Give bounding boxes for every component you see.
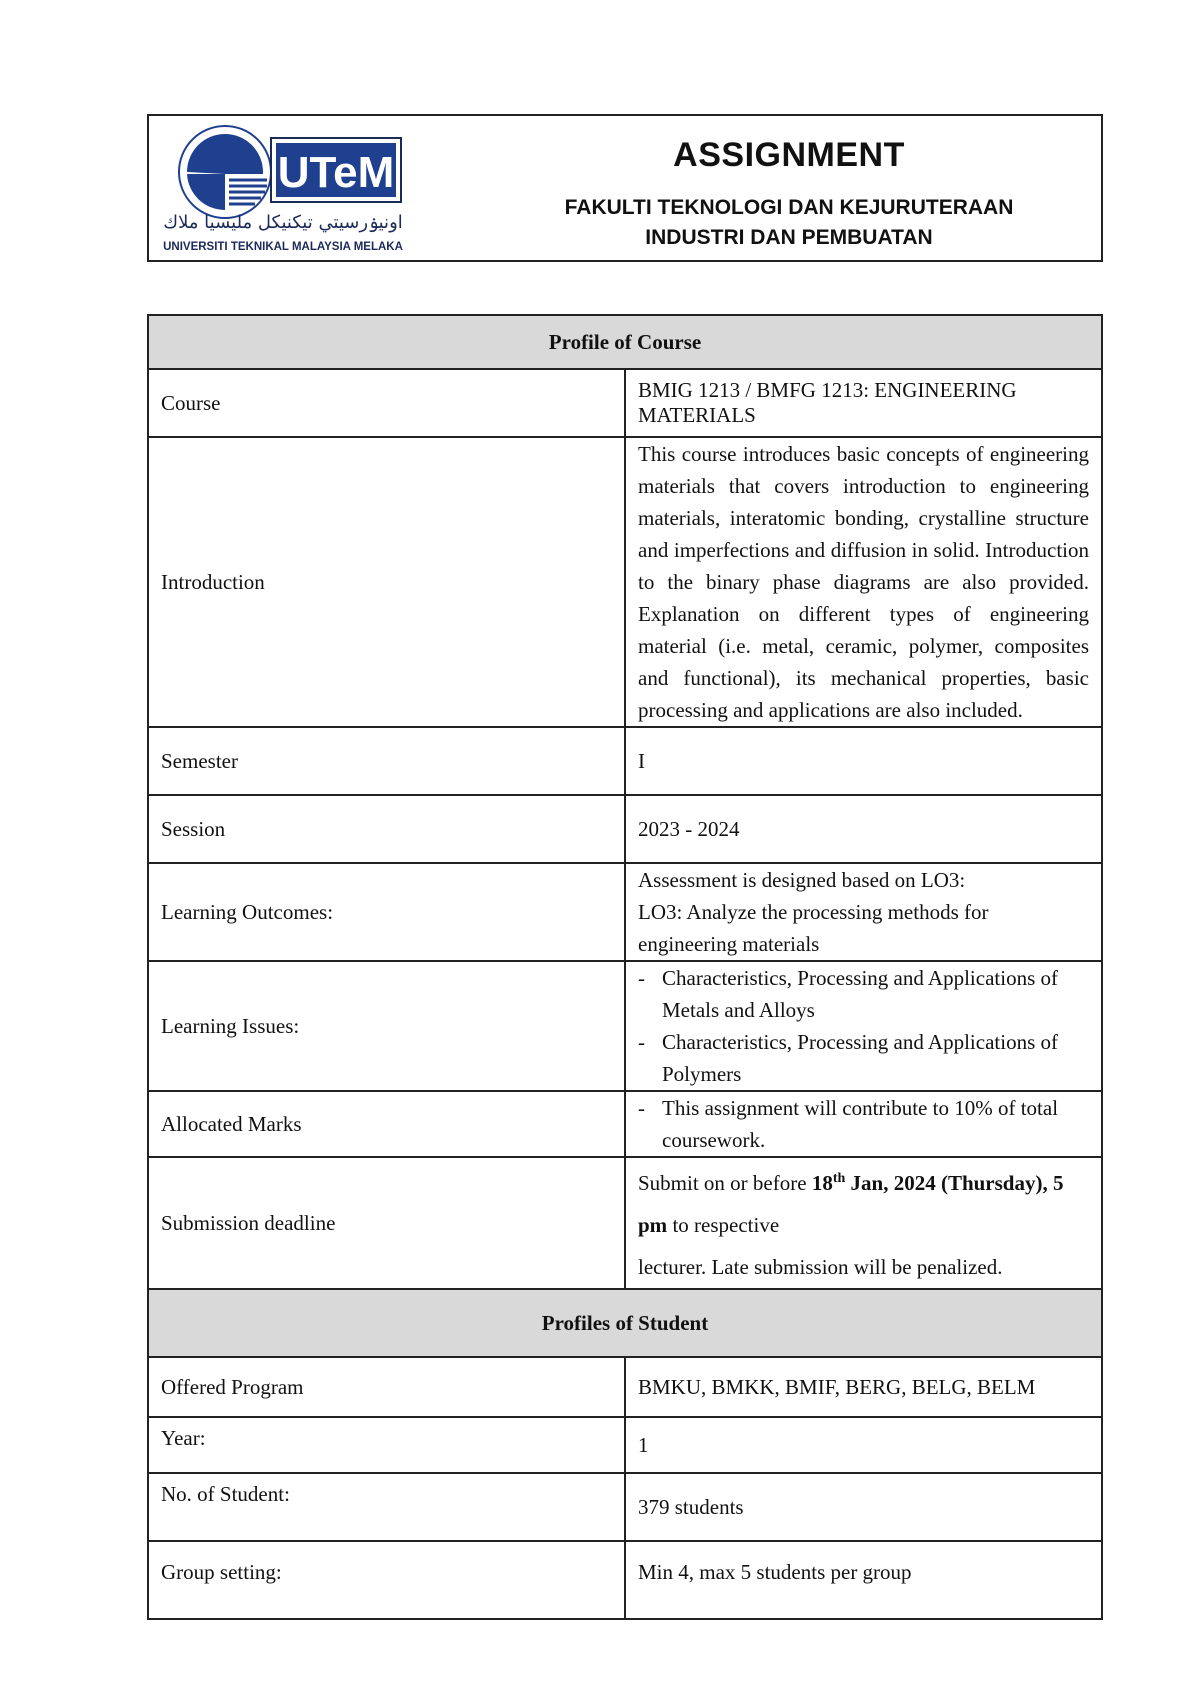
faculty-name-line-1: FAKULTI TEKNOLOGI DAN KEJURUTERAAN bbox=[564, 196, 1014, 219]
deadline-day: 18 bbox=[811, 1171, 833, 1195]
year-label: Year: bbox=[148, 1417, 625, 1473]
offered-program-value: BMKU, BMKK, BMIF, BERG, BELG, BELM bbox=[625, 1357, 1102, 1417]
title-block bbox=[489, 116, 1089, 260]
session-row bbox=[148, 795, 1102, 863]
course-value: BMIG 1213 / BMFG 1213: ENGINEERING MATERIALS bbox=[625, 369, 1102, 437]
list-item: - Characteristics, Processing and Applications of Metals and Alloys bbox=[638, 962, 1089, 1026]
deadline-day-suffix: th bbox=[832, 1171, 846, 1186]
svg-text:UNIVERSITI TEKNIKAL MALAYSIA M: UNIVERSITI TEKNIKAL MALAYSIA MELAKA bbox=[163, 241, 403, 253]
offered-program-row bbox=[148, 1357, 1102, 1417]
learning-outcomes-line-1: Assessment is designed based on LO3: bbox=[638, 868, 966, 892]
deadline-suffix: to respective bbox=[667, 1213, 780, 1237]
profile-table bbox=[147, 314, 1103, 1620]
list-item: - This assignment will contribute to 10% of total coursework. bbox=[638, 1092, 1089, 1156]
learning-outcomes-row bbox=[148, 863, 1102, 961]
year-row bbox=[148, 1417, 1102, 1473]
course-profile-heading: Profile of Course bbox=[148, 315, 1102, 369]
deadline-prefix: Submit on or before bbox=[638, 1171, 812, 1195]
submission-deadline-value bbox=[625, 1157, 1102, 1289]
student-count-row bbox=[148, 1473, 1102, 1541]
utem-logo-graphic bbox=[163, 124, 413, 256]
submission-deadline-line-2: lecturer. Late submission will be penalized. bbox=[638, 1255, 1003, 1279]
allocated-marks-value bbox=[625, 1091, 1102, 1157]
document-header bbox=[147, 114, 1103, 262]
course-profile-header-row bbox=[148, 315, 1102, 369]
introduction-value: This course introduces basic concepts of engineering materials that covers introduction to engineering materials, interatomic bonding, crystalline structure and imperfections and diffusion in solid. Introduction to the binary phase diagrams are also provided. Explanation on different types of engineering material (i.e. metal, ceramic, polymer, composites and functional), its mechanical properties, basic processing and applications are also included. bbox=[625, 437, 1102, 727]
learning-issues-row bbox=[148, 961, 1102, 1091]
submission-deadline-row bbox=[148, 1157, 1102, 1289]
submission-deadline-label: Submission deadline bbox=[148, 1157, 625, 1289]
introduction-row bbox=[148, 437, 1102, 727]
list-item: - Characteristics, Processing and Applications of Polymers bbox=[638, 1026, 1089, 1090]
page-title: ASSIGNMENT bbox=[673, 136, 905, 174]
submission-deadline-line-1 bbox=[638, 1158, 1089, 1246]
allocated-marks-label: Allocated Marks bbox=[148, 1091, 625, 1157]
learning-outcomes-value bbox=[625, 863, 1102, 961]
group-setting-row bbox=[148, 1541, 1102, 1619]
svg-text:UTeM: UTeM bbox=[277, 148, 395, 197]
student-count-value: 379 students bbox=[625, 1473, 1102, 1541]
semester-value: I bbox=[625, 727, 1102, 795]
semester-row bbox=[148, 727, 1102, 795]
course-label: Course bbox=[148, 369, 625, 437]
svg-text:اونيۏرسيتي تيكنيكل مليسيا ملاك: اونيۏرسيتي تيكنيكل مليسيا ملاك bbox=[163, 212, 403, 233]
learning-outcomes-label: Learning Outcomes: bbox=[148, 863, 625, 961]
course-row bbox=[148, 369, 1102, 437]
group-setting-value: Min 4, max 5 students per group bbox=[625, 1541, 1102, 1619]
allocated-marks-list bbox=[638, 1092, 1089, 1156]
introduction-label: Introduction bbox=[148, 437, 625, 727]
offered-program-label: Offered Program bbox=[148, 1357, 625, 1417]
group-setting-label: Group setting: bbox=[148, 1541, 625, 1619]
utem-logo bbox=[163, 124, 413, 256]
session-value: 2023 - 2024 bbox=[625, 795, 1102, 863]
learning-issues-value bbox=[625, 961, 1102, 1091]
faculty-name-line-2: INDUSTRI DAN PEMBUATAN bbox=[645, 226, 933, 249]
learning-issues-label: Learning Issues: bbox=[148, 961, 625, 1091]
student-count-label: No. of Student: bbox=[148, 1473, 625, 1541]
student-profile-heading: Profiles of Student bbox=[148, 1289, 1102, 1357]
learning-outcomes-line-2: LO3: Analyze the processing methods for engineering materials bbox=[638, 900, 989, 956]
year-value: 1 bbox=[625, 1417, 1102, 1473]
allocated-marks-row bbox=[148, 1091, 1102, 1157]
learning-issues-list bbox=[638, 962, 1089, 1090]
semester-label: Semester bbox=[148, 727, 625, 795]
student-profile-header-row bbox=[148, 1289, 1102, 1357]
deadline-date-rest: Jan, 2024 (Thursday), 5 pm bbox=[638, 1171, 1064, 1237]
session-label: Session bbox=[148, 795, 625, 863]
